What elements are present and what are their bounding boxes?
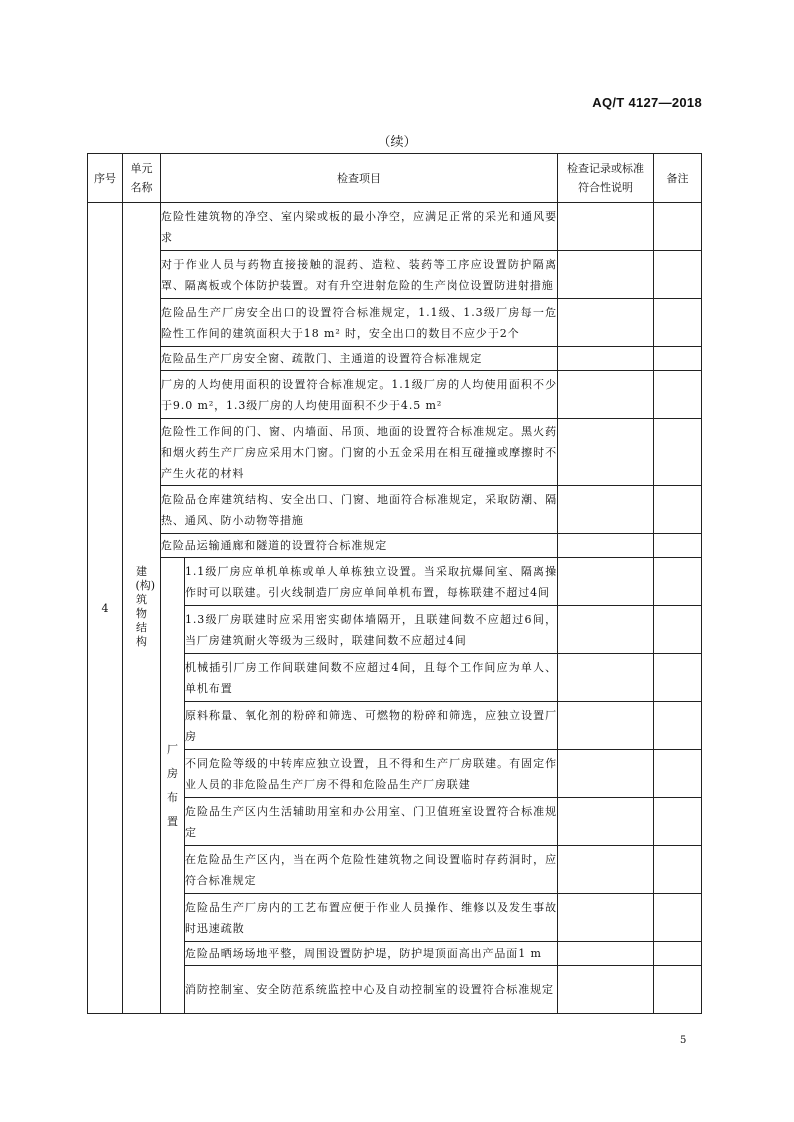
table-row	[88, 347, 702, 371]
remark-cell[interactable]	[654, 846, 702, 894]
unit-name-cell: 建(构)筑物结构	[123, 203, 161, 1014]
seq-cell: 4	[88, 203, 123, 1014]
record-cell[interactable]	[558, 846, 654, 894]
record-cell[interactable]	[558, 534, 654, 558]
check-item: 消防控制室、安全防范系统监控中心及自动控制室的设置符合标准规定	[185, 966, 558, 1014]
table-row	[88, 419, 702, 486]
check-item: 厂房的人均使用面积的设置符合标准规定。1.1级厂房的人均使用面积不少于9.0 m²，1.3级厂房的人均使用面积不少于4.5 m²	[161, 371, 558, 419]
record-cell[interactable]	[558, 750, 654, 798]
remark-cell[interactable]	[654, 654, 702, 702]
check-item: 危险品运输通廊和隧道的设置符合标准规定	[161, 534, 558, 558]
col-header-record: 检查记录或标准符合性说明	[558, 154, 654, 203]
remark-cell[interactable]	[654, 251, 702, 299]
remark-cell[interactable]	[654, 203, 702, 251]
remark-cell[interactable]	[654, 942, 702, 966]
col-header-seq: 序号	[88, 154, 123, 203]
record-cell[interactable]	[558, 371, 654, 419]
page-number: 5	[680, 1035, 687, 1046]
standard-code: AQ/T 4127—2018	[592, 95, 702, 110]
record-cell[interactable]	[558, 419, 654, 486]
check-item: 在危险品生产区内，当在两个危险性建筑物之间设置临时存药洞时，应符合标准规定	[185, 846, 558, 894]
table-row	[88, 486, 702, 534]
col-header-item: 检查项目	[161, 154, 558, 203]
col-header-remark: 备注	[654, 154, 702, 203]
table-row	[88, 203, 702, 251]
remark-cell[interactable]	[654, 966, 702, 1014]
record-cell[interactable]	[558, 702, 654, 750]
remark-cell[interactable]	[654, 702, 702, 750]
record-cell[interactable]	[558, 654, 654, 702]
record-cell[interactable]	[558, 942, 654, 966]
remark-cell[interactable]	[654, 371, 702, 419]
remark-cell[interactable]	[654, 558, 702, 606]
record-cell[interactable]	[558, 486, 654, 534]
remark-cell[interactable]	[654, 750, 702, 798]
table-row	[88, 534, 702, 558]
check-item: 危险品生产厂房安全出口的设置符合标准规定，1.1级、1.3级厂房每一危险性工作间的建筑面积大于18 m² 时，安全出口的数目不应少于2个	[161, 299, 558, 347]
sub-unit-cell: 厂房布置	[161, 558, 185, 1014]
check-item: 危险品晒场场地平整，周围设置防护堤，防护堤顶面高出产品面1 m	[185, 942, 558, 966]
table-row	[88, 371, 702, 419]
remark-cell[interactable]	[654, 347, 702, 371]
check-item: 危险品生产区内生活辅助用室和办公用室、门卫值班室设置符合标准规定	[185, 798, 558, 846]
check-item: 原料称量、氧化剂的粉碎和筛选、可燃物的粉碎和筛选，应独立设置厂房	[185, 702, 558, 750]
check-item: 危险品仓库建筑结构、安全出口、门窗、地面符合标准规定，采取防潮、隔热、通风、防小动物等措施	[161, 486, 558, 534]
check-item: 对于作业人员与药物直接接触的混药、造粒、装药等工序应设置防护隔离罩、隔离板或个体防护装置。对有升空进射危险的生产岗位设置防进射措施	[161, 251, 558, 299]
check-item: 危险品生产厂房内的工艺布置应便于作业人员操作、维修以及发生事故时迅速疏散	[185, 894, 558, 942]
remark-cell[interactable]	[654, 299, 702, 347]
header-row	[88, 154, 702, 203]
inspection-table	[87, 153, 702, 1014]
check-item: 1.3级厂房联建时应采用密实砌体墙隔开，且联建间数不应超过6间，当厂房建筑耐火等级为三级时，联建间数不应超过4间	[185, 606, 558, 654]
record-cell[interactable]	[558, 798, 654, 846]
col-header-unit: 单元名称	[123, 154, 161, 203]
table-row	[88, 558, 702, 606]
table-row	[88, 299, 702, 347]
check-item: 危险品生产厂房安全窗、疏散门、主通道的设置符合标准规定	[161, 347, 558, 371]
continued-label: （续）	[377, 135, 417, 150]
record-cell[interactable]	[558, 894, 654, 942]
remark-cell[interactable]	[654, 486, 702, 534]
record-cell[interactable]	[558, 251, 654, 299]
record-cell[interactable]	[558, 558, 654, 606]
check-item: 1.1级厂房应单机单栋或单人单栋独立设置。当采取抗爆间室、隔离操作时可以联建。引火线制造厂房应单间单机布置，每栋联建不超过4间	[185, 558, 558, 606]
remark-cell[interactable]	[654, 606, 702, 654]
record-cell[interactable]	[558, 347, 654, 371]
check-item: 不同危险等级的中转库应独立设置，且不得和生产厂房联建。有固定作业人员的非危险品生产厂房不得和危险品生产厂房联建	[185, 750, 558, 798]
remark-cell[interactable]	[654, 798, 702, 846]
remark-cell[interactable]	[654, 534, 702, 558]
check-item: 机械插引厂房工作间联建间数不应超过4间，且每个工作间应为单人、单机布置	[185, 654, 558, 702]
record-cell[interactable]	[558, 299, 654, 347]
record-cell[interactable]	[558, 966, 654, 1014]
table-row	[88, 251, 702, 299]
record-cell[interactable]	[558, 606, 654, 654]
remark-cell[interactable]	[654, 419, 702, 486]
check-item: 危险性建筑物的净空、室内梁或板的最小净空，应满足正常的采光和通风要求	[161, 203, 558, 251]
record-cell[interactable]	[558, 203, 654, 251]
check-item: 危险性工作间的门、窗、内墙面、吊顶、地面的设置符合标准规定。黑火药和烟火药生产厂房应采用木门窗。门窗的小五金采用在相互碰撞或摩擦时不产生火花的材料	[161, 419, 558, 486]
remark-cell[interactable]	[654, 894, 702, 942]
